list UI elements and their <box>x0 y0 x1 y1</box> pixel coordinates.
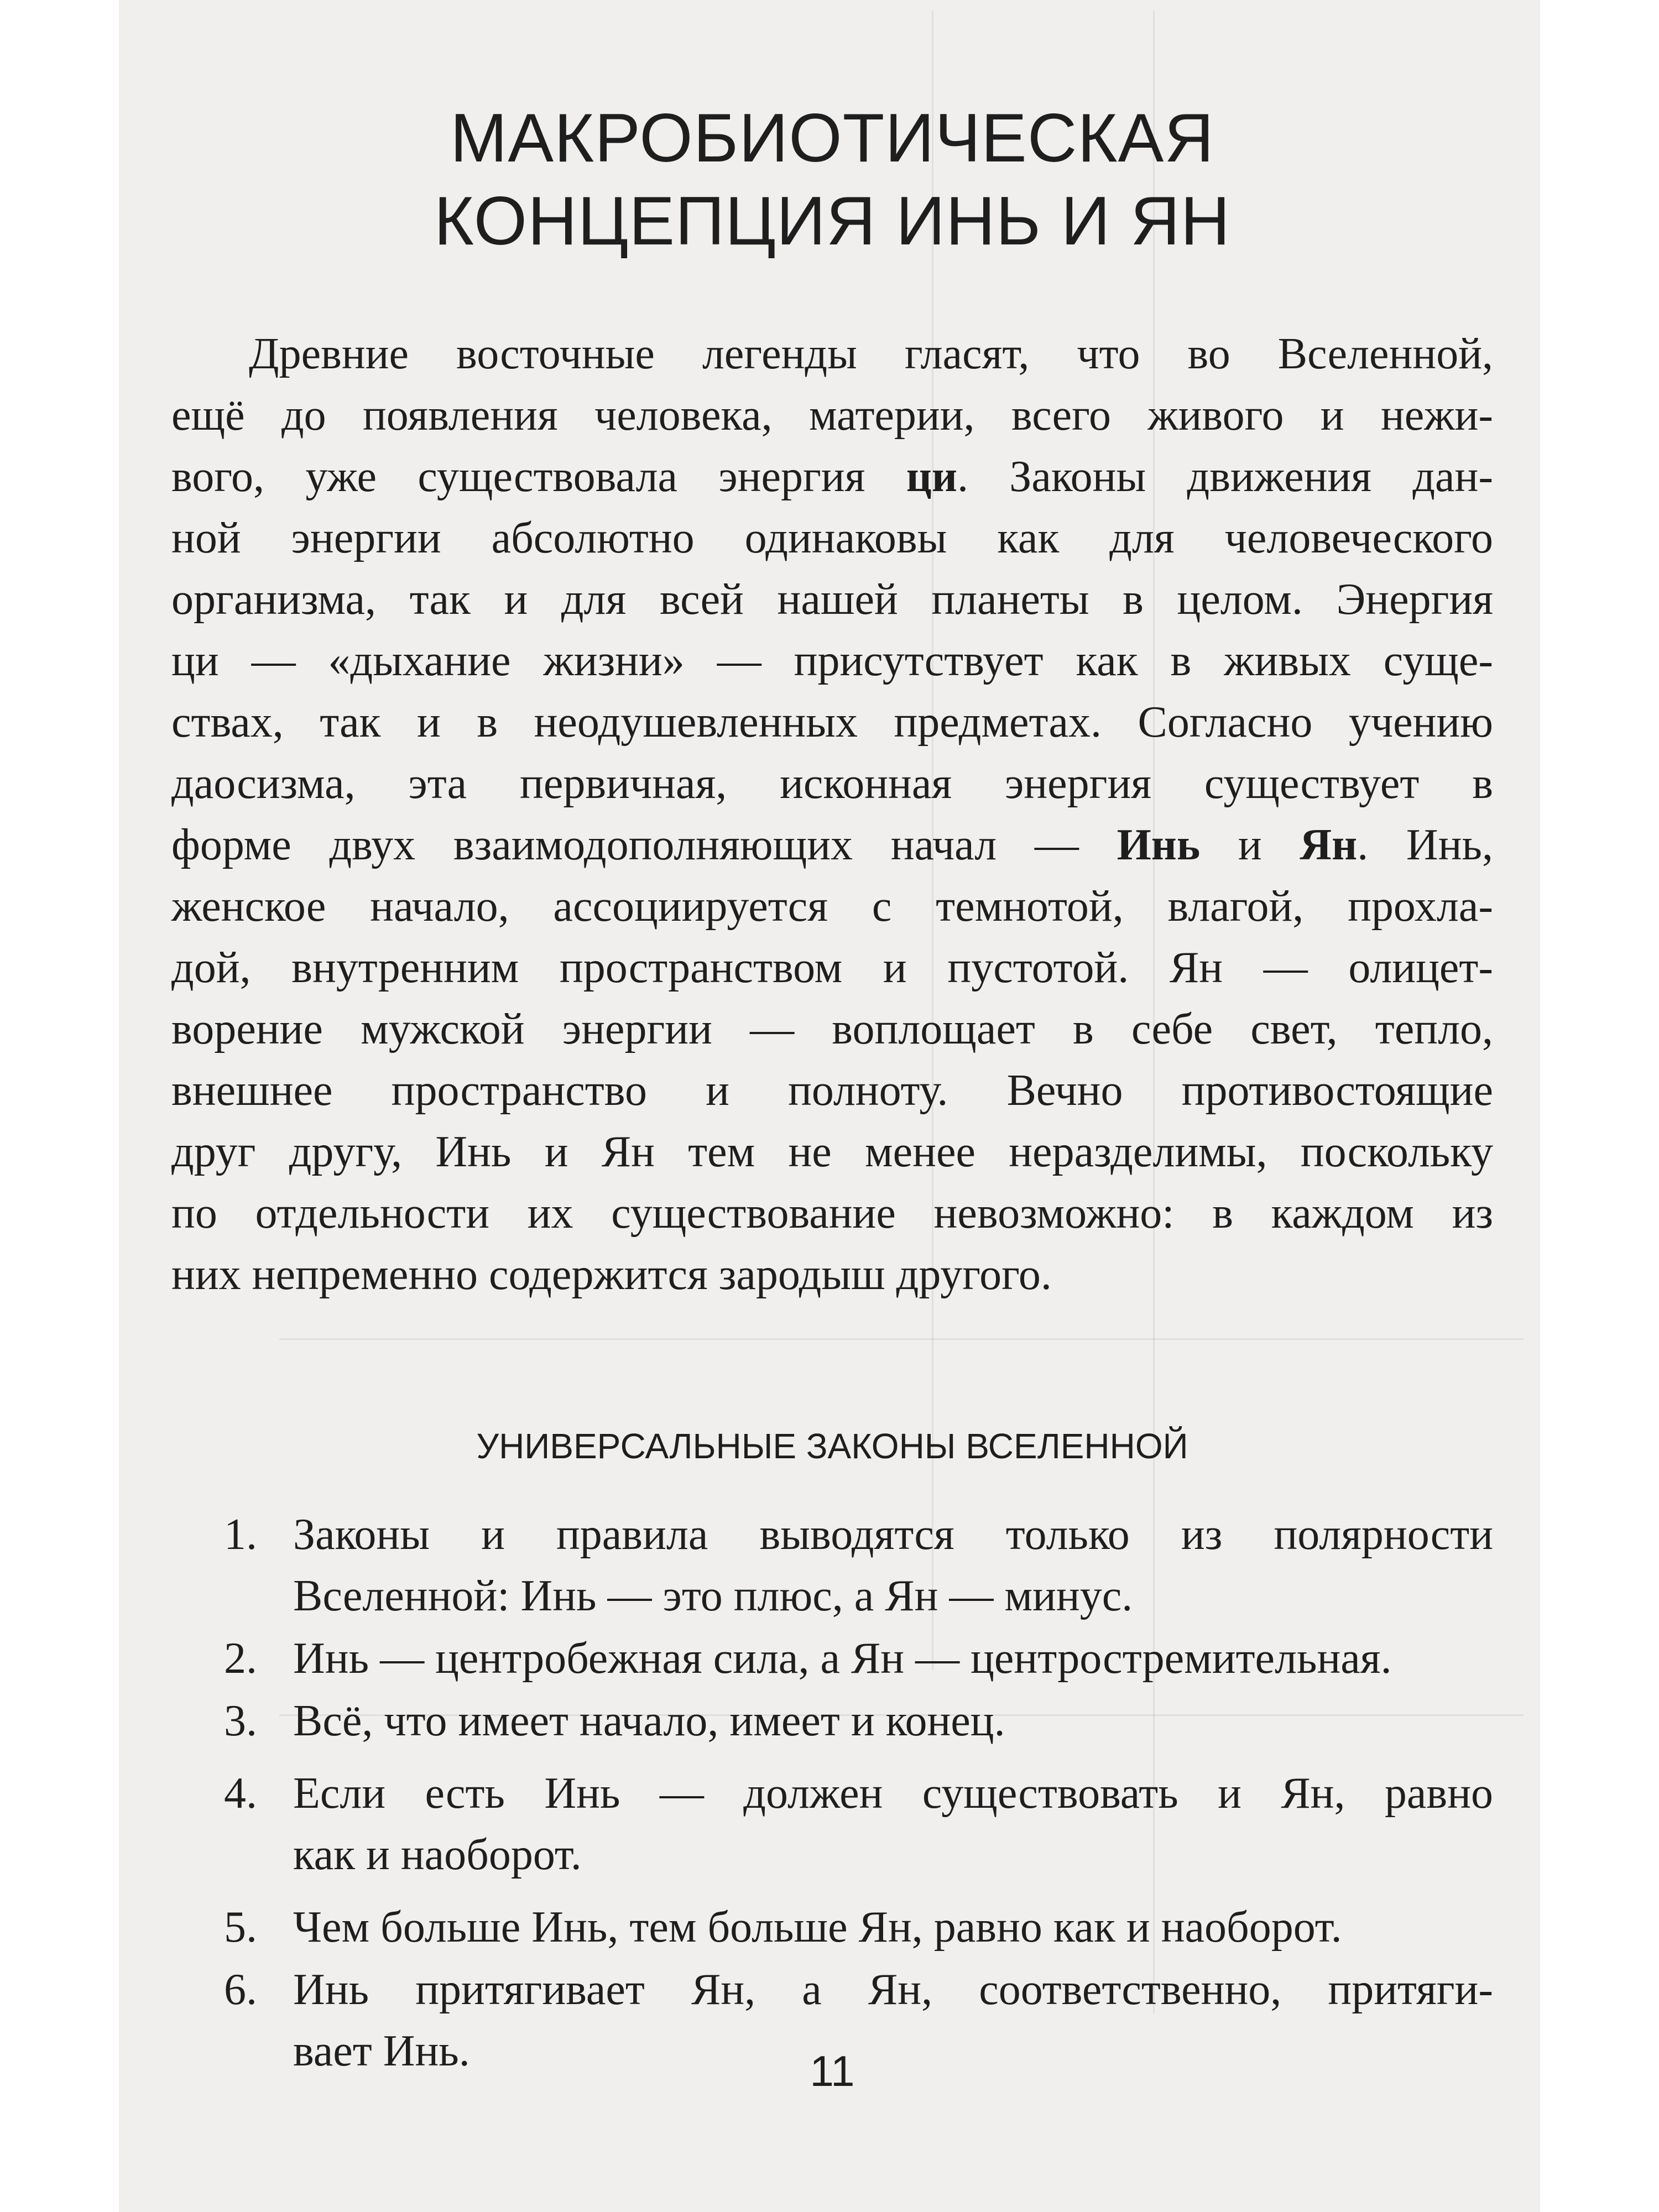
law-number: 4. <box>224 1769 257 1818</box>
paragraph-line: ворение мужской энергии — воплощает в себе свет, тепло, <box>171 1005 1493 1053</box>
law-number: 6. <box>224 1965 257 2014</box>
laws-list <box>171 1504 1493 2083</box>
paragraph-line: ной энергии абсолютно одинаковы как для человеческого <box>171 514 1493 562</box>
paragraph-line <box>171 815 1493 876</box>
paragraph-line: ци — «дыхание жизни» — присутствует как в живых суще- <box>171 637 1493 685</box>
chapter-title <box>171 97 1493 263</box>
paragraph-line: дой, внутренним пространством и пустотой. Ян — олицет- <box>171 943 1493 992</box>
law-line: Всё, что имеет начало, имеет и конец. <box>293 1697 1005 1745</box>
paragraph-text: форме двух взаимодополняющих начал — <box>171 821 1117 869</box>
paragraph-line: ещё до появления человека, материи, всего живого и нежи- <box>171 391 1493 440</box>
paragraph-line <box>171 446 1493 508</box>
page-number: 11 <box>810 2047 855 2095</box>
paragraph-text: и <box>1200 821 1300 869</box>
law-line: Чем больше Инь, тем больше Ян, равно как и наоборот. <box>293 1903 1342 1952</box>
chapter-title-line-2: КОНЦЕПЦИЯ ИНЬ И ЯН <box>434 183 1231 259</box>
paragraph-line: даосизма, эта первичная, исконная энергия существует в <box>171 759 1493 808</box>
law-number: 5. <box>224 1903 257 1952</box>
paragraph-line: внешнее пространство и полноту. Вечно противостоящие <box>171 1066 1493 1115</box>
yang-term: Ян <box>1300 821 1358 869</box>
yin-term: Инь <box>1117 821 1201 869</box>
paragraph-line: организма, так и для всей нашей планеты в целом. Энергия <box>171 575 1493 624</box>
paragraph-line: женское начало, ассоциируется с темнотой, влагой, прохла- <box>171 882 1493 931</box>
law-number: 2. <box>224 1634 257 1683</box>
paragraph-text: . Законы движения дан- <box>957 452 1493 501</box>
intro-paragraph <box>171 324 1493 1306</box>
paragraph-text: вого, уже существовала энергия <box>171 452 906 501</box>
paragraph-line: по отдельности их существование невозможно: в каждом из <box>171 1189 1493 1238</box>
law-item-5 <box>171 1897 1493 1958</box>
law-line: Если есть Инь — должен существовать и Ян, равно <box>293 1769 1493 1818</box>
section-heading: УНИВЕРСАЛЬНЫЕ ЗАКОНЫ ВСЕЛЕННОЙ <box>476 1426 1188 1466</box>
paragraph-line: них непременно содержится зародыш другого. <box>171 1250 1052 1299</box>
law-line: Инь — центробежная сила, а Ян — центростремительная. <box>293 1634 1392 1683</box>
background-right <box>1540 0 1659 2212</box>
paragraph-line: Древние восточные легенды гласят, что во Вселенной, <box>249 330 1493 378</box>
law-number: 1. <box>224 1510 257 1559</box>
law-number: 3. <box>224 1697 257 1745</box>
paragraph-line: ствах, так и в неодушевленных предметах. Согласно учению <box>171 698 1493 747</box>
law-item-1 <box>171 1504 1493 1627</box>
law-line: вает Инь. <box>293 2027 470 2075</box>
law-line: как и наоборот. <box>293 1830 582 1879</box>
law-line: Вселенной: Инь — это плюс, а Ян — минус. <box>293 1572 1133 1620</box>
law-item-3 <box>171 1691 1493 1752</box>
chapter-title-line-1: МАКРОБИОТИЧЕСКАЯ <box>450 100 1214 176</box>
law-line: Инь притягивает Ян, а Ян, соответственно, притяги- <box>293 1965 1493 2014</box>
book-page <box>119 0 1540 2212</box>
qi-term: ци <box>906 452 957 501</box>
law-line: Законы и правила выводятся только из полярности <box>293 1510 1493 1559</box>
law-item-2 <box>171 1628 1493 1689</box>
paragraph-line: друг другу, Инь и Ян тем не менее неразделимы, поскольку <box>171 1128 1493 1176</box>
law-item-4 <box>171 1763 1493 1886</box>
background-left <box>0 0 119 2212</box>
paragraph-text: . Инь, <box>1357 821 1493 869</box>
